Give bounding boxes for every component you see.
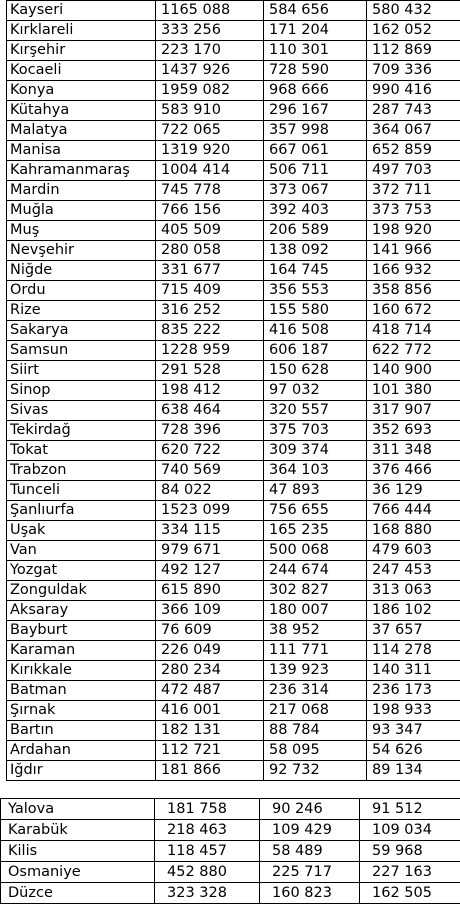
table-row xyxy=(7,481,460,501)
table-row xyxy=(7,661,460,681)
table-row xyxy=(7,81,460,101)
province-name-cell: Yozgat xyxy=(7,561,156,581)
population-value-cell: 140 900 xyxy=(367,361,460,381)
population-value-cell: 968 666 xyxy=(264,81,367,101)
table-row xyxy=(7,301,460,321)
population-value-cell: 709 336 xyxy=(367,61,460,81)
province-name-cell: Bartın xyxy=(7,721,156,741)
population-value-cell: 316 252 xyxy=(156,301,264,321)
table-row xyxy=(7,141,460,161)
table-row xyxy=(7,681,460,701)
population-value-cell: 182 131 xyxy=(156,721,264,741)
population-value-cell: 112 869 xyxy=(367,41,460,61)
population-value-cell: 835 222 xyxy=(156,321,264,341)
province-name-cell: Konya xyxy=(7,81,156,101)
population-value-cell: 111 771 xyxy=(264,641,367,661)
population-value-cell: 766 156 xyxy=(156,201,264,221)
population-value-cell: 59 968 xyxy=(360,841,460,862)
population-value-cell: 1165 088 xyxy=(156,1,264,21)
population-value-cell: 715 409 xyxy=(156,281,264,301)
population-value-cell: 164 745 xyxy=(264,261,367,281)
population-value-cell: 37 657 xyxy=(367,621,460,641)
table-row xyxy=(7,221,460,241)
province-name-cell: Zonguldak xyxy=(7,581,156,601)
table-row xyxy=(7,381,460,401)
population-value-cell: 497 703 xyxy=(367,161,460,181)
table-row xyxy=(7,581,460,601)
province-population-table xyxy=(6,0,460,781)
population-value-cell: 1959 082 xyxy=(156,81,264,101)
population-value-cell: 160 823 xyxy=(260,883,360,904)
table-row xyxy=(7,341,460,361)
table-row xyxy=(7,41,460,61)
population-value-cell: 296 167 xyxy=(264,101,367,121)
province-name-cell: Karaman xyxy=(7,641,156,661)
province-name-cell: Rize xyxy=(7,301,156,321)
population-value-cell: 141 966 xyxy=(367,241,460,261)
population-value-cell: 364 103 xyxy=(264,461,367,481)
population-value-cell: 375 703 xyxy=(264,421,367,441)
table-row xyxy=(7,181,460,201)
table-row xyxy=(7,361,460,381)
province-population-table-continued xyxy=(0,798,460,904)
province-name-cell: Yalova xyxy=(1,799,155,820)
population-value-cell: 225 717 xyxy=(260,862,360,883)
table-row xyxy=(7,521,460,541)
population-value-cell: 638 464 xyxy=(156,401,264,421)
table-row xyxy=(7,101,460,121)
population-value-cell: 373 753 xyxy=(367,201,460,221)
population-value-cell: 990 416 xyxy=(367,81,460,101)
population-value-cell: 506 711 xyxy=(264,161,367,181)
population-value-cell: 740 569 xyxy=(156,461,264,481)
population-value-cell: 206 589 xyxy=(264,221,367,241)
population-value-cell: 358 856 xyxy=(367,281,460,301)
population-value-cell: 180 007 xyxy=(264,601,367,621)
population-value-cell: 334 115 xyxy=(156,521,264,541)
population-value-cell: 745 778 xyxy=(156,181,264,201)
province-name-cell: Siirt xyxy=(7,361,156,381)
table-row xyxy=(7,641,460,661)
population-value-cell: 728 396 xyxy=(156,421,264,441)
population-value-cell: 90 246 xyxy=(260,799,360,820)
province-name-cell: Niğde xyxy=(7,261,156,281)
population-value-cell: 165 235 xyxy=(264,521,367,541)
population-value-cell: 416 001 xyxy=(156,701,264,721)
population-value-cell: 418 714 xyxy=(367,321,460,341)
table-row xyxy=(7,241,460,261)
population-value-cell: 331 677 xyxy=(156,261,264,281)
province-name-cell: Kırklareli xyxy=(7,21,156,41)
table-row xyxy=(7,501,460,521)
population-value-cell: 620 722 xyxy=(156,441,264,461)
population-value-cell: 500 068 xyxy=(264,541,367,561)
population-value-cell: 311 348 xyxy=(367,441,460,461)
table-row xyxy=(7,621,460,641)
province-name-cell: Uşak xyxy=(7,521,156,541)
province-name-cell: Tokat xyxy=(7,441,156,461)
population-value-cell: 138 092 xyxy=(264,241,367,261)
province-name-cell: Aksaray xyxy=(7,601,156,621)
population-value-cell: 101 380 xyxy=(367,381,460,401)
population-value-cell: 227 163 xyxy=(360,862,460,883)
population-value-cell: 226 049 xyxy=(156,641,264,661)
population-value-cell: 280 058 xyxy=(156,241,264,261)
population-value-cell: 392 403 xyxy=(264,201,367,221)
population-value-cell: 223 170 xyxy=(156,41,264,61)
table-row xyxy=(1,841,460,862)
population-value-cell: 479 603 xyxy=(367,541,460,561)
population-value-cell: 472 487 xyxy=(156,681,264,701)
province-name-cell: Sakarya xyxy=(7,321,156,341)
province-name-cell: Kırıkkale xyxy=(7,661,156,681)
province-name-cell: Ardahan xyxy=(7,741,156,761)
population-value-cell: 162 052 xyxy=(367,21,460,41)
population-value-cell: 247 453 xyxy=(367,561,460,581)
table-row xyxy=(7,161,460,181)
population-value-cell: 722 065 xyxy=(156,121,264,141)
province-name-cell: Kahramanmaraş xyxy=(7,161,156,181)
population-value-cell: 280 234 xyxy=(156,661,264,681)
population-value-cell: 979 671 xyxy=(156,541,264,561)
table-row xyxy=(7,201,460,221)
table-row xyxy=(1,862,460,883)
population-value-cell: 236 173 xyxy=(367,681,460,701)
table-body-continued xyxy=(1,799,460,904)
population-value-cell: 352 693 xyxy=(367,421,460,441)
population-value-cell: 38 952 xyxy=(264,621,367,641)
population-value-cell: 236 314 xyxy=(264,681,367,701)
population-value-cell: 140 311 xyxy=(367,661,460,681)
population-value-cell: 47 893 xyxy=(264,481,367,501)
population-value-cell: 109 429 xyxy=(260,820,360,841)
population-value-cell: 181 866 xyxy=(156,761,264,781)
table-row xyxy=(7,541,460,561)
population-value-cell: 583 910 xyxy=(156,101,264,121)
population-value-cell: 667 061 xyxy=(264,141,367,161)
province-name-cell: Muğla xyxy=(7,201,156,221)
table-row xyxy=(7,721,460,741)
population-value-cell: 88 784 xyxy=(264,721,367,741)
province-name-cell: Samsun xyxy=(7,341,156,361)
province-name-cell: Nevşehir xyxy=(7,241,156,261)
province-name-cell: Şırnak xyxy=(7,701,156,721)
population-value-cell: 615 890 xyxy=(156,581,264,601)
province-name-cell: Sinop xyxy=(7,381,156,401)
table-row xyxy=(7,61,460,81)
population-value-cell: 93 347 xyxy=(367,721,460,741)
table-row xyxy=(7,281,460,301)
population-value-cell: 84 022 xyxy=(156,481,264,501)
population-value-cell: 373 067 xyxy=(264,181,367,201)
population-value-cell: 36 129 xyxy=(367,481,460,501)
population-value-cell: 92 732 xyxy=(264,761,367,781)
population-value-cell: 302 827 xyxy=(264,581,367,601)
population-value-cell: 1523 099 xyxy=(156,501,264,521)
population-value-cell: 291 528 xyxy=(156,361,264,381)
population-value-cell: 171 204 xyxy=(264,21,367,41)
table-row xyxy=(7,261,460,281)
population-value-cell: 181 758 xyxy=(155,799,260,820)
province-name-cell: Muş xyxy=(7,221,156,241)
population-value-cell: 1319 920 xyxy=(156,141,264,161)
table-row xyxy=(7,561,460,581)
province-name-cell: Tekirdağ xyxy=(7,421,156,441)
province-name-cell: Karabük xyxy=(1,820,155,841)
table-row xyxy=(7,441,460,461)
population-value-cell: 110 301 xyxy=(264,41,367,61)
table-row xyxy=(7,461,460,481)
province-name-cell: Kocaeli xyxy=(7,61,156,81)
population-value-cell: 405 509 xyxy=(156,221,264,241)
table-row xyxy=(7,761,460,781)
province-name-cell: Kütahya xyxy=(7,101,156,121)
population-value-cell: 416 508 xyxy=(264,321,367,341)
table-row xyxy=(1,799,460,820)
population-value-cell: 287 743 xyxy=(367,101,460,121)
population-value-cell: 584 656 xyxy=(264,1,367,21)
population-value-cell: 217 068 xyxy=(264,701,367,721)
population-value-cell: 186 102 xyxy=(367,601,460,621)
table-row xyxy=(7,601,460,621)
population-value-cell: 1437 926 xyxy=(156,61,264,81)
population-value-cell: 112 721 xyxy=(156,741,264,761)
population-value-cell: 372 711 xyxy=(367,181,460,201)
population-value-cell: 109 034 xyxy=(360,820,460,841)
population-value-cell: 313 063 xyxy=(367,581,460,601)
population-value-cell: 150 628 xyxy=(264,361,367,381)
province-name-cell: Sivas xyxy=(7,401,156,421)
table-row xyxy=(7,1,460,21)
population-value-cell: 366 109 xyxy=(156,601,264,621)
table-row xyxy=(7,421,460,441)
population-value-cell: 364 067 xyxy=(367,121,460,141)
population-value-cell: 652 859 xyxy=(367,141,460,161)
population-value-cell: 728 590 xyxy=(264,61,367,81)
population-value-cell: 622 772 xyxy=(367,341,460,361)
population-value-cell: 244 674 xyxy=(264,561,367,581)
population-value-cell: 1004 414 xyxy=(156,161,264,181)
population-value-cell: 166 932 xyxy=(367,261,460,281)
population-value-cell: 606 187 xyxy=(264,341,367,361)
population-value-cell: 357 998 xyxy=(264,121,367,141)
population-value-cell: 114 278 xyxy=(367,641,460,661)
population-value-cell: 218 463 xyxy=(155,820,260,841)
population-value-cell: 58 095 xyxy=(264,741,367,761)
population-value-cell: 155 580 xyxy=(264,301,367,321)
table-row xyxy=(7,701,460,721)
population-value-cell: 160 672 xyxy=(367,301,460,321)
province-name-cell: Van xyxy=(7,541,156,561)
province-name-cell: Kayseri xyxy=(7,1,156,21)
population-value-cell: 323 328 xyxy=(155,883,260,904)
population-value-cell: 97 032 xyxy=(264,381,367,401)
province-name-cell: Trabzon xyxy=(7,461,156,481)
population-value-cell: 168 880 xyxy=(367,521,460,541)
province-name-cell: Tunceli xyxy=(7,481,156,501)
population-value-cell: 492 127 xyxy=(156,561,264,581)
population-value-cell: 91 512 xyxy=(360,799,460,820)
population-value-cell: 118 457 xyxy=(155,841,260,862)
table-row xyxy=(7,21,460,41)
province-name-cell: Düzce xyxy=(1,883,155,904)
population-value-cell: 1228 959 xyxy=(156,341,264,361)
province-name-cell: Osmaniye xyxy=(1,862,155,883)
province-name-cell: Iğdır xyxy=(7,761,156,781)
population-value-cell: 198 933 xyxy=(367,701,460,721)
population-value-cell: 356 553 xyxy=(264,281,367,301)
population-value-cell: 580 432 xyxy=(367,1,460,21)
province-name-cell: Kırşehir xyxy=(7,41,156,61)
population-value-cell: 198 412 xyxy=(156,381,264,401)
population-value-cell: 320 557 xyxy=(264,401,367,421)
province-name-cell: Batman xyxy=(7,681,156,701)
population-value-cell: 333 256 xyxy=(156,21,264,41)
table-row xyxy=(7,321,460,341)
population-value-cell: 452 880 xyxy=(155,862,260,883)
population-value-cell: 54 626 xyxy=(367,741,460,761)
province-name-cell: Şanlıurfa xyxy=(7,501,156,521)
province-name-cell: Manisa xyxy=(7,141,156,161)
population-value-cell: 309 374 xyxy=(264,441,367,461)
table-row xyxy=(7,741,460,761)
population-value-cell: 756 655 xyxy=(264,501,367,521)
province-name-cell: Mardin xyxy=(7,181,156,201)
table-row xyxy=(7,401,460,421)
province-name-cell: Kilis xyxy=(1,841,155,862)
population-value-cell: 162 505 xyxy=(360,883,460,904)
province-name-cell: Ordu xyxy=(7,281,156,301)
population-value-cell: 376 466 xyxy=(367,461,460,481)
population-value-cell: 139 923 xyxy=(264,661,367,681)
province-name-cell: Malatya xyxy=(7,121,156,141)
table-row xyxy=(1,883,460,904)
province-name-cell: Bayburt xyxy=(7,621,156,641)
population-value-cell: 76 609 xyxy=(156,621,264,641)
population-value-cell: 58 489 xyxy=(260,841,360,862)
table-row xyxy=(7,121,460,141)
table-row xyxy=(1,820,460,841)
table-body xyxy=(7,1,460,781)
population-value-cell: 766 444 xyxy=(367,501,460,521)
population-value-cell: 317 907 xyxy=(367,401,460,421)
population-value-cell: 89 134 xyxy=(367,761,460,781)
population-value-cell: 198 920 xyxy=(367,221,460,241)
